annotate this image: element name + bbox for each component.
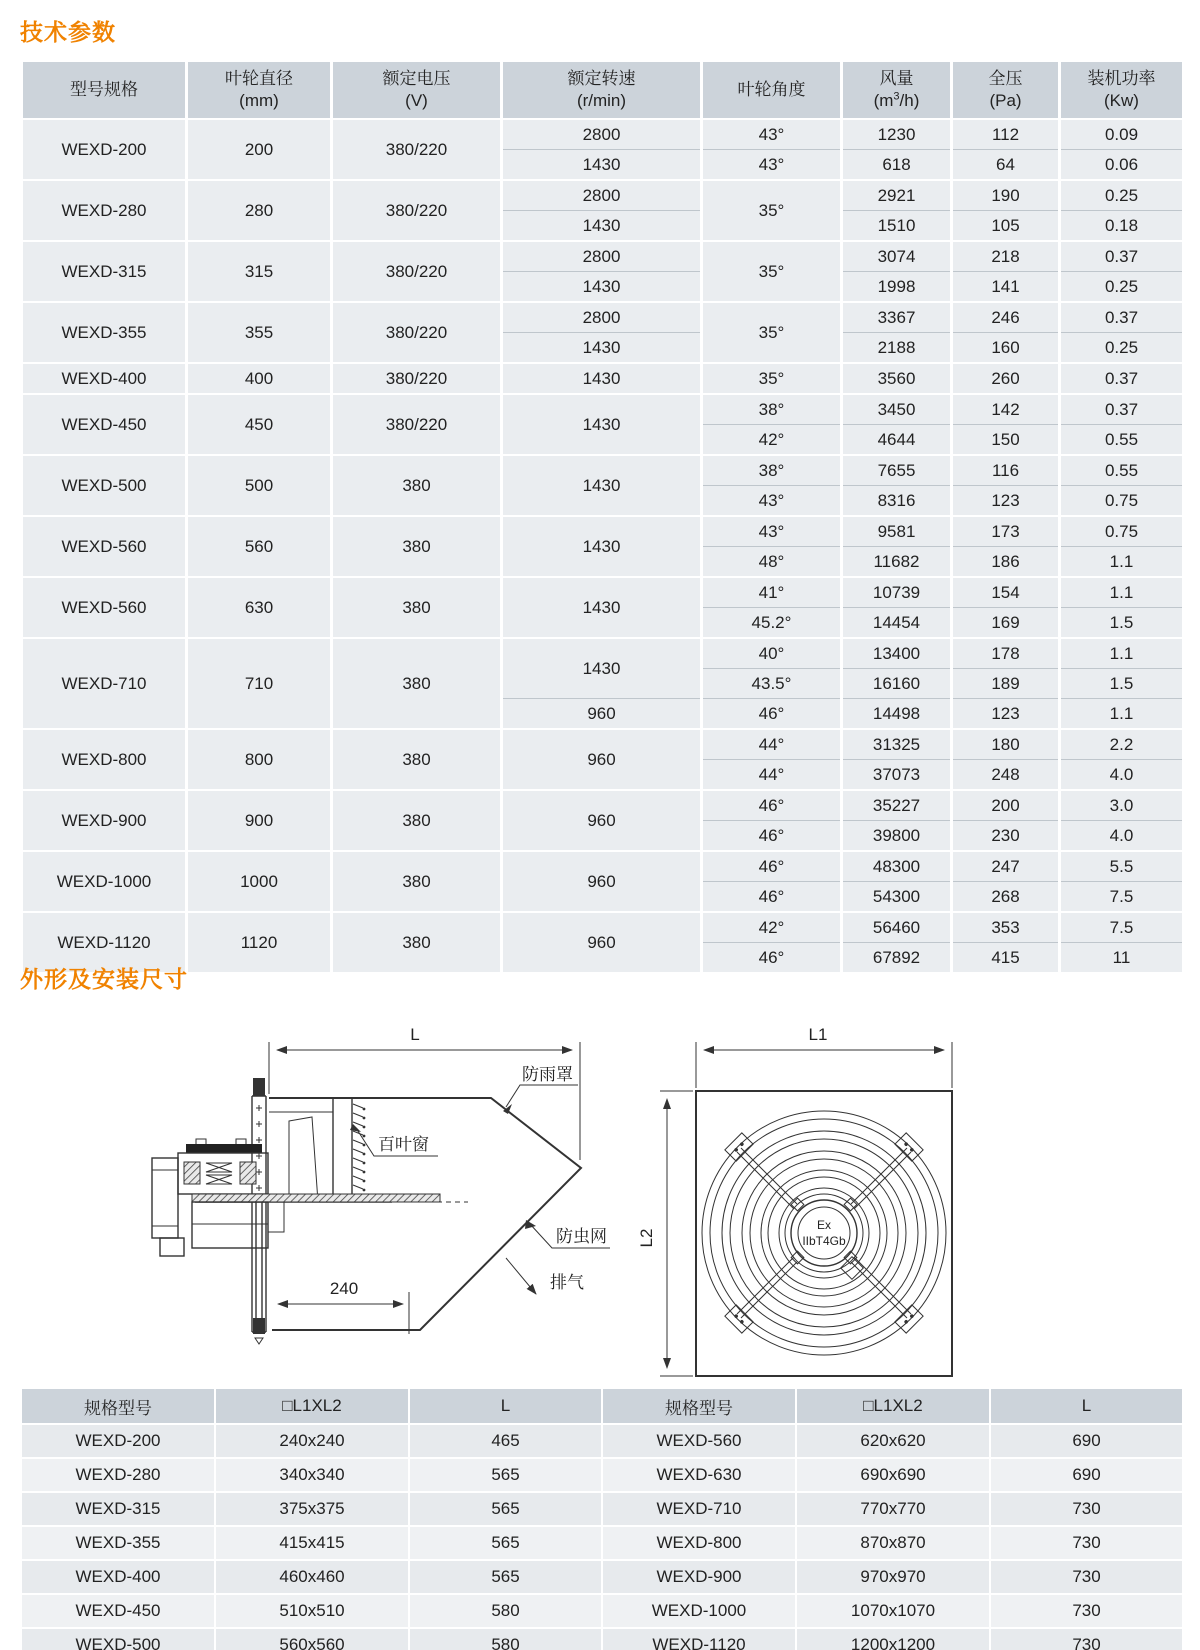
spec-table <box>20 62 1185 972</box>
model-cell: WEXD-280 <box>22 180 187 241</box>
pressure-cell: 178 <box>952 638 1060 669</box>
power-cell: 0.75 <box>1060 486 1184 517</box>
spec-row-2-0 <box>22 241 1184 272</box>
speed-cell: 1430 <box>502 363 702 394</box>
volume-cell: 8316 <box>842 486 952 517</box>
power-cell: 0.37 <box>1060 394 1184 425</box>
diameter-cell: 1000 <box>187 851 332 912</box>
dim-table-head <box>21 1388 1183 1424</box>
voltage-cell: 380 <box>332 851 502 912</box>
pressure-cell: 189 <box>952 669 1060 699</box>
dim-cell-2-3: WEXD-710 <box>602 1492 796 1526</box>
model-cell: WEXD-1120 <box>22 912 187 972</box>
dimension-L1 <box>696 1025 952 1088</box>
power-cell: 0.37 <box>1060 241 1184 272</box>
volume-cell: 35227 <box>842 790 952 821</box>
pressure-cell: 186 <box>952 547 1060 578</box>
svg-text:防虫网: 防虫网 <box>556 1227 607 1246</box>
guard-bars <box>737 1148 911 1318</box>
dimension-table <box>20 1387 1184 1650</box>
pressure-cell: 105 <box>952 211 1060 242</box>
angle-cell: 43.5° <box>702 669 842 699</box>
model-cell: WEXD-560 <box>22 577 187 638</box>
pressure-cell: 180 <box>952 729 1060 760</box>
model-cell: WEXD-1000 <box>22 851 187 912</box>
angle-cell: 43° <box>702 486 842 517</box>
dim-cell-2-0: WEXD-315 <box>21 1492 215 1526</box>
model-cell: WEXD-500 <box>22 455 187 516</box>
dim-row-6 <box>21 1628 1183 1650</box>
angle-cell: 35° <box>702 302 842 363</box>
diameter-cell: 280 <box>187 180 332 241</box>
dim-cell-6-5: 730 <box>990 1628 1183 1650</box>
dim-cell-6-0: WEXD-500 <box>21 1628 215 1650</box>
dim-cell-4-0: WEXD-400 <box>21 1560 215 1594</box>
power-cell: 7.5 <box>1060 882 1184 913</box>
model-cell: WEXD-400 <box>22 363 187 394</box>
installation-diagrams <box>0 1005 1200 1380</box>
dim-header-2: L <box>409 1388 602 1424</box>
pressure-cell: 141 <box>952 272 1060 303</box>
dim-cell-4-1: 460x460 <box>215 1560 409 1594</box>
spec-header-5: 风量 $(m^3/h)$ <box>842 62 952 119</box>
voltage-cell: 380 <box>332 638 502 729</box>
model-cell: WEXD-710 <box>22 638 187 729</box>
angle-cell: 38° <box>702 455 842 486</box>
model-cell: WEXD-900 <box>22 790 187 851</box>
dim-cell-6-3: WEXD-1120 <box>602 1628 796 1650</box>
voltage-cell: 380 <box>332 729 502 790</box>
power-cell: 0.25 <box>1060 272 1184 303</box>
model-cell: WEXD-355 <box>22 302 187 363</box>
spec-row-8-0 <box>22 577 1184 608</box>
angle-cell: 35° <box>702 241 842 302</box>
angle-cell: 45.2° <box>702 608 842 639</box>
dim-row-0 <box>21 1424 1183 1458</box>
svg-text:L2: L2 <box>637 1228 656 1248</box>
svg-text:240: 240 <box>329 1279 359 1298</box>
dim-cell-0-1: 240x240 <box>215 1424 409 1458</box>
volume-cell: 2921 <box>842 180 952 211</box>
hatched-base-plate <box>192 1194 440 1202</box>
angle-cell: 46° <box>702 851 842 882</box>
angle-cell: 46° <box>702 943 842 973</box>
pressure-cell: 112 <box>952 119 1060 150</box>
angle-cell: 35° <box>702 363 842 394</box>
volume-cell: 14498 <box>842 699 952 730</box>
power-cell: 1.1 <box>1060 699 1184 730</box>
pressure-cell: 150 <box>952 425 1060 456</box>
volume-cell: 56460 <box>842 912 952 943</box>
diameter-cell: 400 <box>187 363 332 394</box>
dim-L-label: L <box>410 1025 420 1044</box>
angle-cell: 46° <box>702 699 842 730</box>
pressure-cell: 154 <box>952 577 1060 608</box>
volume-cell: 10739 <box>842 577 952 608</box>
label-exhaust <box>506 1258 584 1294</box>
dim-cell-5-2: 580 <box>409 1594 602 1628</box>
model-cell: WEXD-450 <box>22 394 187 455</box>
volume-cell: 3367 <box>842 302 952 333</box>
dimension-240 <box>278 1279 409 1334</box>
angle-cell: 35° <box>702 180 842 241</box>
diameter-cell: 450 <box>187 394 332 455</box>
dim-cell-3-3: WEXD-800 <box>602 1526 796 1560</box>
dim-header-4: □L1XL2 <box>796 1388 990 1424</box>
volume-cell: 1998 <box>842 272 952 303</box>
dim-cell-5-1: 510x510 <box>215 1594 409 1628</box>
dim-cell-3-2: 565 <box>409 1526 602 1560</box>
power-cell: 5.5 <box>1060 851 1184 882</box>
dim-cell-1-4: 690x690 <box>796 1458 990 1492</box>
dim-cell-1-0: WEXD-280 <box>21 1458 215 1492</box>
power-cell: 1.5 <box>1060 608 1184 639</box>
model-cell: WEXD-800 <box>22 729 187 790</box>
hub-label-line1: Ex <box>816 1218 832 1232</box>
dim-cell-5-4: 1070x1070 <box>796 1594 990 1628</box>
power-cell: 1.1 <box>1060 577 1184 608</box>
pressure-cell: 268 <box>952 882 1060 913</box>
power-cell: 0.25 <box>1060 333 1184 364</box>
spec-table-body <box>22 119 1184 972</box>
spec-row-6-0 <box>22 455 1184 486</box>
speed-cell: 2800 <box>502 180 702 211</box>
spec-header-7: 装机功率 (Kw) <box>1060 62 1184 119</box>
spec-row-13-0 <box>22 912 1184 943</box>
power-cell: 2.2 <box>1060 729 1184 760</box>
volume-cell: 9581 <box>842 516 952 547</box>
speed-cell: 1430 <box>502 333 702 364</box>
bottom-bolt <box>253 1318 265 1334</box>
motor-assembly <box>152 1139 440 1318</box>
dim-row-5 <box>21 1594 1183 1628</box>
voltage-cell: 380/220 <box>332 241 502 302</box>
dim-cell-5-5: 730 <box>990 1594 1183 1628</box>
voltage-cell: 380/220 <box>332 302 502 363</box>
speed-cell: 1430 <box>502 638 702 699</box>
speed-cell: 960 <box>502 699 702 730</box>
voltage-cell: 380/220 <box>332 119 502 180</box>
power-cell: 1.5 <box>1060 669 1184 699</box>
angle-cell: 41° <box>702 577 842 608</box>
spec-header-row <box>22 62 1184 119</box>
pressure-cell: 116 <box>952 455 1060 486</box>
dim-header-0: 规格型号 <box>21 1388 215 1424</box>
label-louver <box>350 1124 438 1156</box>
diameter-cell: 200 <box>187 119 332 180</box>
speed-cell: 1430 <box>502 211 702 242</box>
speed-cell: 960 <box>502 851 702 912</box>
volume-cell: 39800 <box>842 821 952 852</box>
angle-cell: 38° <box>702 394 842 425</box>
angle-cell: 43° <box>702 150 842 181</box>
power-cell: 0.18 <box>1060 211 1184 242</box>
dim-row-4 <box>21 1560 1183 1594</box>
angle-cell: 46° <box>702 821 842 852</box>
model-cell: WEXD-560 <box>22 516 187 577</box>
speed-cell: 960 <box>502 790 702 851</box>
volume-cell: 48300 <box>842 851 952 882</box>
svg-text:L1: L1 <box>808 1025 828 1044</box>
diameter-cell: 900 <box>187 790 332 851</box>
speed-cell: 2800 <box>502 241 702 272</box>
power-cell: 0.37 <box>1060 363 1184 394</box>
speed-cell: 1430 <box>502 272 702 303</box>
spec-row-11-0 <box>22 790 1184 821</box>
power-cell: 0.37 <box>1060 302 1184 333</box>
angle-cell: 40° <box>702 638 842 669</box>
volume-cell: 14454 <box>842 608 952 639</box>
power-cell: 4.0 <box>1060 821 1184 852</box>
volume-cell: 618 <box>842 150 952 181</box>
dim-table-body <box>21 1424 1183 1650</box>
spec-row-4-0 <box>22 363 1184 394</box>
dim-cell-1-1: 340x340 <box>215 1458 409 1492</box>
svg-text:排气: 排气 <box>550 1273 584 1292</box>
spec-header-4: 叶轮角度 <box>702 62 842 119</box>
dim-cell-0-3: WEXD-560 <box>602 1424 796 1458</box>
volume-cell: 37073 <box>842 760 952 791</box>
pressure-cell: 160 <box>952 333 1060 364</box>
pressure-cell: 353 <box>952 912 1060 943</box>
pressure-cell: 173 <box>952 516 1060 547</box>
pressure-cell: 142 <box>952 394 1060 425</box>
volume-cell: 11682 <box>842 547 952 578</box>
voltage-cell: 380 <box>332 790 502 851</box>
dim-cell-5-0: WEXD-450 <box>21 1594 215 1628</box>
voltage-cell: 380/220 <box>332 180 502 241</box>
angle-cell: 46° <box>702 790 842 821</box>
label-insect-net <box>525 1220 610 1248</box>
angle-cell: 43° <box>702 516 842 547</box>
dim-cell-4-3: WEXD-900 <box>602 1560 796 1594</box>
spec-row-5-0 <box>22 394 1184 425</box>
pressure-cell: 230 <box>952 821 1060 852</box>
diameter-cell: 315 <box>187 241 332 302</box>
model-cell: WEXD-315 <box>22 241 187 302</box>
pressure-cell: 218 <box>952 241 1060 272</box>
dim-cell-2-5: 730 <box>990 1492 1183 1526</box>
voltage-cell: 380/220 <box>332 394 502 455</box>
diameter-cell: 630 <box>187 577 332 638</box>
speed-cell: 960 <box>502 912 702 972</box>
volume-cell: 13400 <box>842 638 952 669</box>
dim-cell-3-5: 730 <box>990 1526 1183 1560</box>
dim-row-1 <box>21 1458 1183 1492</box>
dim-cell-2-2: 565 <box>409 1492 602 1526</box>
spec-row-9-0 <box>22 638 1184 669</box>
specs-section-title: 技术参数 <box>20 19 116 45</box>
dim-cell-5-3: WEXD-1000 <box>602 1594 796 1628</box>
pressure-cell: 260 <box>952 363 1060 394</box>
dim-cell-6-2: 580 <box>409 1628 602 1650</box>
power-cell: 1.1 <box>1060 638 1184 669</box>
dim-row-3 <box>21 1526 1183 1560</box>
dim-cell-3-4: 870x870 <box>796 1526 990 1560</box>
spec-row-7-0 <box>22 516 1184 547</box>
power-cell: 0.09 <box>1060 119 1184 150</box>
spec-row-10-0 <box>22 729 1184 760</box>
speed-cell: 2800 <box>502 119 702 150</box>
dim-row-2 <box>21 1492 1183 1526</box>
speed-cell: 1430 <box>502 455 702 516</box>
dim-header-3: 规格型号 <box>602 1388 796 1424</box>
dim-cell-0-4: 620x620 <box>796 1424 990 1458</box>
volume-cell: 3560 <box>842 363 952 394</box>
power-cell: 11 <box>1060 943 1184 973</box>
spec-header-2: 额定电压 (V) <box>332 62 502 119</box>
pressure-cell: 64 <box>952 150 1060 181</box>
spec-row-12-0 <box>22 851 1184 882</box>
louver-frame <box>333 1098 352 1202</box>
dim-cell-4-5: 730 <box>990 1560 1183 1594</box>
power-cell: 7.5 <box>1060 912 1184 943</box>
diameter-cell: 355 <box>187 302 332 363</box>
volume-cell: 4644 <box>842 425 952 456</box>
svg-text:防雨罩: 防雨罩 <box>522 1065 573 1084</box>
dim-cell-1-5: 690 <box>990 1458 1183 1492</box>
voltage-cell: 380 <box>332 912 502 972</box>
dim-cell-3-1: 415x415 <box>215 1526 409 1560</box>
dim-cell-6-4: 1200x1200 <box>796 1628 990 1650</box>
pressure-cell: 247 <box>952 851 1060 882</box>
voltage-cell: 380/220 <box>332 363 502 394</box>
volume-cell: 3450 <box>842 394 952 425</box>
dim-cell-2-4: 770x770 <box>796 1492 990 1526</box>
inner-vane <box>289 1117 318 1202</box>
spec-table-head <box>22 62 1184 119</box>
dim-header-1: □L1XL2 <box>215 1388 409 1424</box>
angle-cell: 43° <box>702 119 842 150</box>
hub <box>791 1198 863 1279</box>
power-cell: 0.55 <box>1060 425 1184 456</box>
volume-cell: 54300 <box>842 882 952 913</box>
pressure-cell: 248 <box>952 760 1060 791</box>
voltage-cell: 380 <box>332 455 502 516</box>
power-cell: 4.0 <box>1060 760 1184 791</box>
dim-cell-2-1: 375x375 <box>215 1492 409 1526</box>
diameter-cell: 800 <box>187 729 332 790</box>
pressure-cell: 123 <box>952 486 1060 517</box>
pressure-cell: 169 <box>952 608 1060 639</box>
speed-cell: 960 <box>502 729 702 790</box>
speed-cell: 1430 <box>502 577 702 638</box>
angle-cell: 44° <box>702 760 842 791</box>
volume-cell: 1510 <box>842 211 952 242</box>
spec-row-1-0 <box>22 180 1184 211</box>
side-view-diagram <box>152 1025 610 1344</box>
dim-cell-0-2: 465 <box>409 1424 602 1458</box>
speed-cell: 1430 <box>502 516 702 577</box>
svg-text:百叶窗: 百叶窗 <box>378 1135 429 1154</box>
mounting-plate <box>252 1078 266 1344</box>
angle-cell: 48° <box>702 547 842 578</box>
volume-cell: 16160 <box>842 669 952 699</box>
diameter-cell: 710 <box>187 638 332 729</box>
angle-cell: 42° <box>702 425 842 456</box>
dim-cell-1-3: WEXD-630 <box>602 1458 796 1492</box>
volume-cell: 31325 <box>842 729 952 760</box>
dim-cell-0-0: WEXD-200 <box>21 1424 215 1458</box>
spec-header-3: 额定转速 (r/min) <box>502 62 702 119</box>
power-cell: 0.06 <box>1060 150 1184 181</box>
label-rain-cover <box>503 1065 578 1114</box>
power-cell: 1.1 <box>1060 547 1184 578</box>
pressure-cell: 190 <box>952 180 1060 211</box>
angle-cell: 46° <box>702 882 842 913</box>
diameter-cell: 500 <box>187 455 332 516</box>
power-cell: 0.75 <box>1060 516 1184 547</box>
volume-cell: 3074 <box>842 241 952 272</box>
power-cell: 0.25 <box>1060 180 1184 211</box>
power-cell: 3.0 <box>1060 790 1184 821</box>
front-view-diagram <box>637 1025 952 1376</box>
grille-rings <box>702 1111 946 1355</box>
diameter-cell: 560 <box>187 516 332 577</box>
voltage-cell: 380 <box>332 516 502 577</box>
volume-cell: 67892 <box>842 943 952 973</box>
spec-header-6: 全压 (Pa) <box>952 62 1060 119</box>
diameter-cell: 1120 <box>187 912 332 972</box>
power-cell: 0.55 <box>1060 455 1184 486</box>
volume-cell: 2188 <box>842 333 952 364</box>
hub-label-line2: IIbT4Gb <box>802 1234 846 1248</box>
pressure-cell: 415 <box>952 943 1060 973</box>
dim-cell-0-5: 690 <box>990 1424 1183 1458</box>
dim-cell-1-2: 565 <box>409 1458 602 1492</box>
dims-section-title: 外形及安装尺寸 <box>20 966 188 992</box>
dim-cell-4-2: 565 <box>409 1560 602 1594</box>
dim-header-row <box>21 1388 1183 1424</box>
volume-cell: 7655 <box>842 455 952 486</box>
spec-header-1: 叶轮直径 (mm) <box>187 62 332 119</box>
speed-cell: 1430 <box>502 394 702 455</box>
speed-cell: 2800 <box>502 302 702 333</box>
corner-pads <box>725 1133 923 1333</box>
dimension-L2 <box>637 1091 693 1376</box>
angle-cell: 44° <box>702 729 842 760</box>
spec-header-0: 型号规格 <box>22 62 187 119</box>
voltage-cell: 380 <box>332 577 502 638</box>
dim-cell-3-0: WEXD-355 <box>21 1526 215 1560</box>
dim-header-5: L <box>990 1388 1183 1424</box>
spec-row-3-0 <box>22 302 1184 333</box>
model-cell: WEXD-200 <box>22 119 187 180</box>
spec-row-0-0 <box>22 119 1184 150</box>
dim-cell-6-1: 560x560 <box>215 1628 409 1650</box>
pressure-cell: 246 <box>952 302 1060 333</box>
volume-cell: 1230 <box>842 119 952 150</box>
top-bolt <box>253 1078 265 1096</box>
pressure-cell: 123 <box>952 699 1060 730</box>
pressure-cell: 200 <box>952 790 1060 821</box>
fan-hood-outline <box>269 1098 581 1330</box>
louver-slats <box>353 1104 365 1200</box>
speed-cell: 1430 <box>502 150 702 181</box>
angle-cell: 42° <box>702 912 842 943</box>
dim-cell-4-4: 970x970 <box>796 1560 990 1594</box>
